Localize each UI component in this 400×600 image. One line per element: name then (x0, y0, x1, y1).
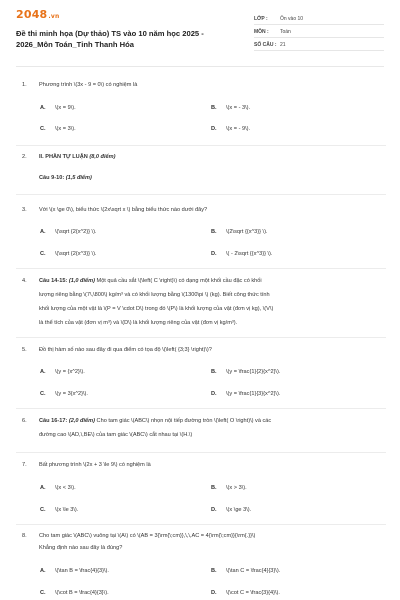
sub-label: Câu 9-10: (39, 175, 65, 181)
meta-subject (254, 27, 384, 38)
meta-count-value: 21 (280, 42, 286, 48)
option-text: \( - 2\sqrt {{x^3}} \). (226, 251, 273, 257)
q8-option-b[interactable]: B. \(\tan C = \frac{4}{3}\). (211, 568, 281, 574)
header-divider (16, 66, 384, 67)
q5-option-b[interactable]: B. \(y = \frac{1}{2}{x^2}\). (211, 369, 281, 375)
meta-class-value: Ôn vào 10 (280, 16, 304, 22)
question-number: 2. (22, 154, 27, 160)
question-text: Cho tam giác \(ABC\) vuông tại \(A\) có \(AB = 3{\rm{\;cm}},\,\,AC = 4{\rm{\;cm}}{\rm{.}}\) (39, 533, 256, 539)
question-3 (22, 205, 386, 216)
worksheet-header (0, 0, 400, 66)
option-text: \(x \le 3\). (55, 507, 79, 513)
q5-option-d[interactable]: D. \(y = \frac{1}{3}{x^2}\). (211, 391, 281, 397)
question-points: (1,0 điểm) (68, 278, 95, 284)
logo-text: 2048 (16, 8, 48, 21)
meta-subject-value: Toán (280, 29, 291, 35)
question-text: Một quả cầu sắt \(\left( C \right)\) có dạng một khối cầu đặc có khối (94, 278, 262, 284)
question-separator (16, 408, 386, 409)
sub-points: (1,5 điểm) (65, 175, 92, 181)
option-text: \(x > 3\). (226, 485, 247, 491)
question-8-line-2: Khẳng định nào sau đây là đúng? (39, 545, 123, 551)
question-separator (16, 145, 386, 146)
option-text: \(x = 3\). (55, 126, 76, 132)
question-separator (16, 452, 386, 453)
question-separator (16, 194, 386, 195)
question-number: 1. (22, 82, 27, 88)
option-text: \(\sqrt {2{x^3}} \). (55, 251, 97, 257)
question-number: 6. (22, 418, 27, 424)
exam-title-line-1: Đề thi minh họa (Dự thảo) TS vào 10 năm học 2025 - (16, 29, 204, 38)
meta-count-key: SỐ CÂU : (254, 42, 277, 48)
question-5 (22, 345, 386, 356)
question-number: 5. (22, 347, 27, 353)
question-4-line-4: là thể tích của vật (đơn vị m³) và \(D\) là khối lượng riêng của vật (đơn vị kg/m³). (39, 320, 238, 326)
option-text: \(x < 3\). (55, 485, 76, 491)
question-1 (22, 80, 386, 91)
question-number: 3. (22, 207, 27, 213)
question-6-line-2: đường cao \(AD,\,BE\) của tam giác \(ABC\) cắt nhau tại \(H.\) (39, 432, 193, 438)
q3-option-c[interactable]: C. \(\sqrt {2{x^3}} \). (40, 251, 97, 257)
option-text: \(x = - 9\). (226, 126, 251, 132)
question-separator (16, 268, 386, 269)
q7-option-d[interactable]: D. \(x \ge 3\). (211, 507, 252, 513)
q7-option-c[interactable]: C. \(x \le 3\). (40, 507, 79, 513)
q8-option-c[interactable]: C. \(\cot B = \frac{4}{3}\). (40, 590, 109, 596)
meta-class-key: LỚP : (254, 16, 268, 22)
question-8 (22, 531, 386, 542)
question-separator (16, 524, 386, 525)
exam-title (16, 28, 236, 50)
option-text: \(y = \frac{1}{2}{x^2}\). (226, 369, 281, 375)
option-text: \(\tan C = \frac{4}{3}\). (226, 568, 281, 574)
question-text: Đồ thị hàm số nào sau đây đi qua điểm có tọa độ \(\left( {3;3} \right)\)? (39, 347, 212, 353)
q3-option-d[interactable]: D. \( - 2\sqrt {{x^3}} \). (211, 251, 273, 257)
q3-option-b[interactable]: B. \(2\sqrt {{x^3}} \). (211, 229, 268, 235)
question-2-sub (39, 173, 386, 184)
exam-title-line-2: 2026_Môn Toán_Tỉnh Thanh Hóa (16, 40, 134, 49)
question-7 (22, 460, 386, 471)
question-6 (22, 416, 386, 427)
option-text: \(2\sqrt {{x^3}} \). (226, 229, 268, 235)
q8-option-a[interactable]: A. \(\tan B = \frac{4}{3}\). (40, 568, 109, 574)
question-number: 8. (22, 533, 27, 539)
meta-class (254, 14, 384, 25)
question-text: Với \(x \ge 0\), biểu thức \(2x\sqrt x \) bằng biểu thức nào dưới đây? (39, 207, 208, 213)
question-points: (2,0 điểm) (68, 418, 95, 424)
q7-option-b[interactable]: B. \(x > 3\). (211, 485, 247, 491)
option-text: \(x \ge 3\). (226, 507, 252, 513)
section-points: (8,0 điểm) (89, 154, 116, 160)
option-text: \(y = \frac{1}{3}{x^2}\). (226, 391, 281, 397)
meta-subject-key: MÔN : (254, 29, 269, 35)
question-4-line-2: lượng riêng bằng \(7\,\800\) kg/m³ và có khối lượng bằng \(1300\pi \) (kg). Biết công thức tính (39, 292, 270, 298)
option-text: \(y = 3{x^2}\). (55, 391, 88, 397)
meta-count (254, 40, 384, 51)
question-number: 4. (22, 278, 27, 284)
q1-option-a[interactable]: A. \(x = 9\). (40, 105, 76, 111)
q1-option-c[interactable]: C. \(x = 3\). (40, 126, 76, 132)
question-text: Bất phương trình \(2x + 3 \le 9\) có nghiệm là (39, 462, 151, 468)
q1-option-b[interactable]: B. \(x = - 3\). (211, 105, 251, 111)
logo-suffix: .vn (48, 13, 60, 20)
option-text: \(\tan B = \frac{4}{3}\). (55, 568, 109, 574)
option-text: \(\cot C = \frac{3}{4}\). (226, 590, 280, 596)
question-text: Phương trình \(3x - 9 = 0\) có nghiệm là (39, 82, 138, 88)
option-text: \(x = 9\). (55, 105, 76, 111)
question-separator (16, 337, 386, 338)
question-label: Câu 14-15: (39, 278, 68, 284)
q1-option-d[interactable]: D. \(x = - 9\). (211, 126, 251, 132)
question-2 (22, 152, 386, 163)
option-text: \(\sqrt {2{x^2}} \). (55, 229, 97, 235)
question-text: Cho tam giác \(ABC\) nhọn nội tiếp đường tròn \(\left( O \right)\) và các (94, 418, 272, 424)
option-text: \(y = {x^2}\). (55, 369, 85, 375)
option-text: \(\cot B = \frac{4}{3}\). (55, 590, 109, 596)
option-text: \(x = - 3\). (226, 105, 251, 111)
question-label: Câu 16-17: (39, 418, 68, 424)
section-title: II. PHẦN TỰ LUẬN (39, 154, 88, 160)
q3-option-a[interactable]: A. \(\sqrt {2{x^2}} \). (40, 229, 97, 235)
question-4 (22, 276, 386, 287)
q8-option-d[interactable]: D. \(\cot C = \frac{3}{4}\). (211, 590, 280, 596)
exam-meta (254, 14, 384, 53)
q7-option-a[interactable]: A. \(x < 3\). (40, 485, 76, 491)
q5-option-c[interactable]: C. \(y = 3{x^2}\). (40, 391, 88, 397)
question-4-line-3: khối lượng của một vật là \(P = V \cdot D\) trong đó \(P\) là khối lượng của vật (đơn vị kg), \(V\) (39, 306, 274, 312)
question-number: 7. (22, 462, 27, 468)
q5-option-a[interactable]: A. \(y = {x^2}\). (40, 369, 85, 375)
